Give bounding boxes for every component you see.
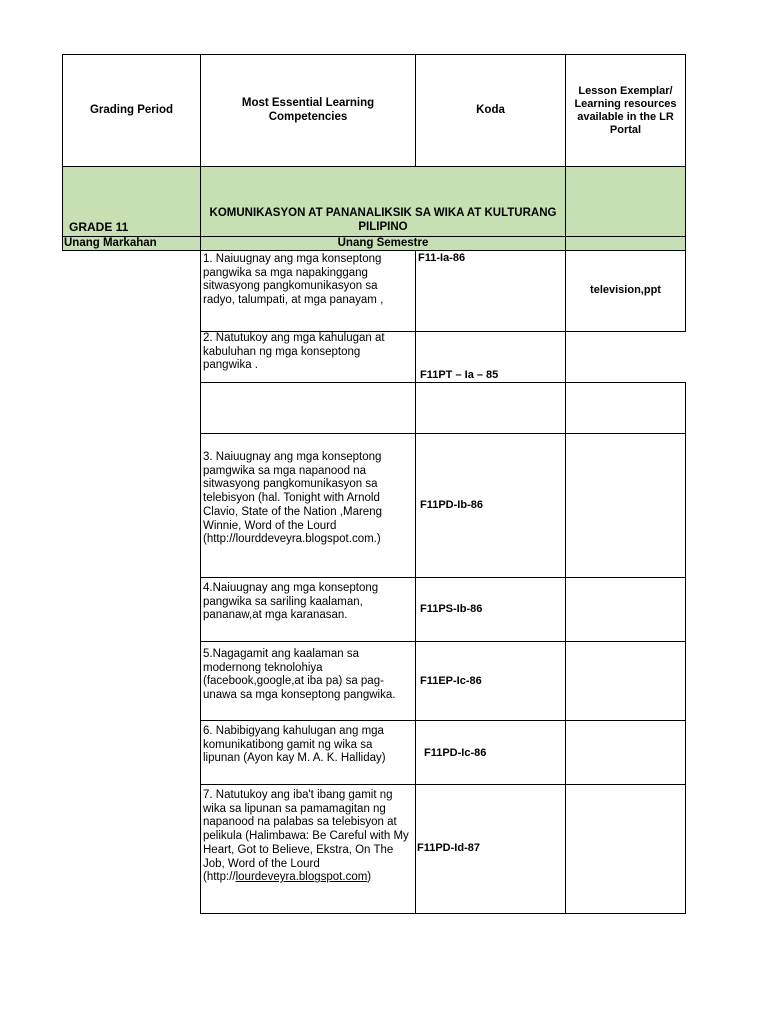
row-2-competency: [200, 331, 416, 383]
row-3-competency: [200, 382, 416, 434]
header-resources: [565, 54, 686, 167]
quarter-label: Unang Markahan: [64, 237, 157, 249]
row-7-code: [415, 720, 566, 785]
header-koda-text: Koda: [476, 103, 505, 116]
row-2-competency-text: 2. Natutukoy ang mga kahulugan at kabuluhan ng mga konseptong pangwika .: [203, 332, 385, 372]
row-1-competency-text: 1. Naiuugnay ang mga konseptong pangwika sa mga napakinggang sitwasyong pangkomunikasyon sa radyo, talumpati, at mga panayam ,: [203, 253, 384, 307]
header-resources-text: Lesson Exemplar/ Learning resources available in the LR Portal: [574, 84, 677, 136]
row-8-code-text: F11PD-Id-87: [417, 842, 480, 854]
row-8-resource: [565, 784, 686, 914]
row-6-competency-text: 5.Nagagamit ang kaalaman sa modernong teknolohiya (facebook,google,at iba pa) sa pag-unawa sa mga konseptong pangwika.: [203, 648, 396, 702]
subject-title: KOMUNIKASYON AT PANANALIKSIK SA WIKA AT KULTURANG PILIPINO: [209, 207, 557, 233]
row-6-code-text: F11EP-Ic-86: [420, 675, 482, 687]
row-6-resource: [565, 641, 686, 721]
row-7-resource: [565, 720, 686, 785]
row-2-code: [415, 331, 566, 383]
row-4-competency: [200, 433, 416, 578]
header-melc: [200, 54, 416, 167]
row-1-code-text: F11-Ia-86: [418, 252, 466, 264]
semester-cell: [200, 236, 566, 251]
subject-resource-cell: [565, 166, 686, 237]
row-5-code: [415, 577, 566, 642]
row-5-competency: [200, 577, 416, 642]
row-8-competency-prefix: 7. Natutukoy ang iba't ibang gamit ng wika sa lipunan sa pamamagitan ng napanood na palabas sa telebisyon at pelikula (Halimbawa: Be Careful with My Heart, Got to Believe, Ekstra, On The Job, Word of the Lourd (http://: [203, 789, 409, 884]
row-1-competency: [200, 250, 416, 332]
row-1-resource-text: television,ppt: [590, 284, 661, 296]
row-3-code: [415, 382, 566, 434]
row-4-code: [415, 433, 566, 578]
row-7-code-text: F11PD-Ic-86: [424, 747, 487, 759]
grade-cell: [62, 166, 201, 237]
subject-cell: [200, 166, 566, 237]
row-1-resource: [565, 250, 686, 332]
row-8-competency: [200, 784, 416, 914]
row-7-competency-text: 6. Nabibigyang kahulugan ang mga komunikatibong gamit ng wika sa lipunan (Ayon kay M. A. K. Halliday): [203, 725, 386, 765]
row-4-resource: [565, 433, 686, 578]
quarter-cell: [62, 236, 201, 251]
header-koda: [415, 54, 566, 167]
row-2-resource: [565, 331, 686, 383]
row-6-competency: [200, 641, 416, 721]
header-grading-period: [62, 54, 201, 167]
grade-label: GRADE 11: [69, 219, 129, 234]
row-5-code-text: F11PS-Ib-86: [420, 603, 483, 615]
row-8-competency-link[interactable]: lourdeveyra.blogspot.com: [235, 871, 368, 884]
row-8-code: [415, 784, 566, 914]
row-1-code: [415, 250, 566, 332]
row-5-competency-text: 4.Naiuugnay ang mga konseptong pangwika sa sariling kaalaman, pananaw,at mga karanasan.: [203, 582, 379, 622]
header-grading-period-text: Grading Period: [89, 103, 174, 116]
row-7-competency: [200, 720, 416, 785]
row-5-resource: [565, 577, 686, 642]
header-melc-text: Most Essential Learning Competencies: [241, 97, 375, 123]
row-2-code-text: F11PT – Ia – 85: [420, 369, 499, 381]
semester-resource-cell: [565, 236, 686, 251]
row-4-code-text: F11PD-Ib-86: [420, 499, 483, 511]
row-4-competency-text: 3. Naiuugnay ang mga konseptong pamgwika sa mga napanood na sitwasyong pangkomunikasyon sa telebisyon (hal. Tonight with Arnold Clavio, State of the Nation ,Mareng Winnie, Word of the Lourd (http://lourddeveyra.blogspot.com.): [203, 451, 382, 546]
semester-label: Unang Semestre: [337, 237, 429, 249]
row-8-competency-suffix: ): [367, 871, 372, 884]
row-6-code: [415, 641, 566, 721]
row-3-resource: [565, 382, 686, 434]
